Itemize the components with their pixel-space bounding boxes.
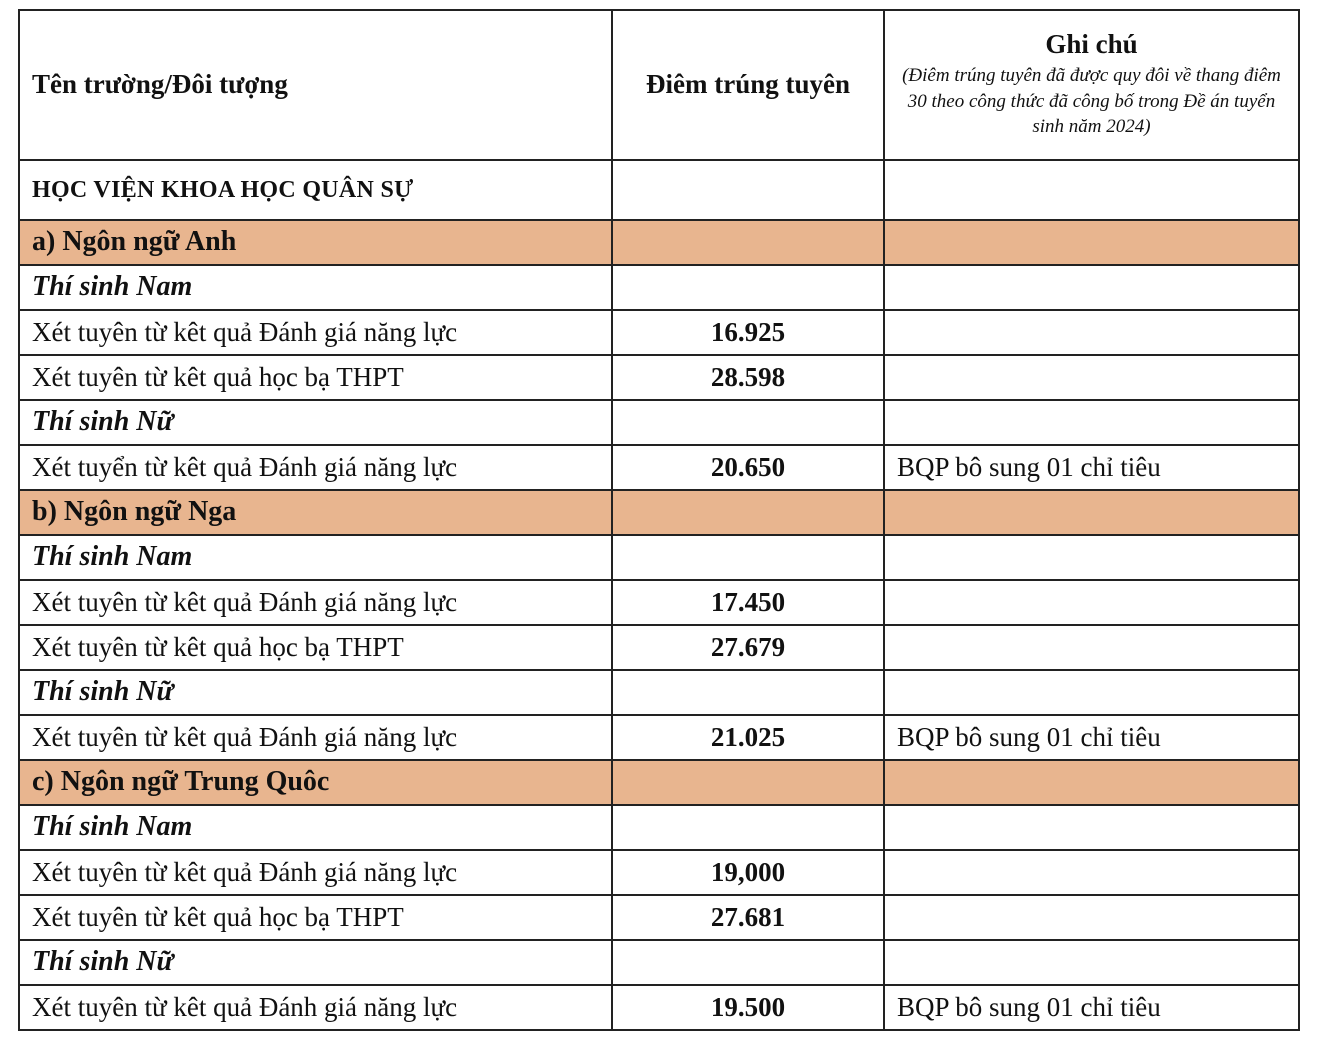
group-row <box>19 940 1299 985</box>
group-label: Thí sinh Nữ <box>19 940 612 985</box>
group-row <box>19 400 1299 445</box>
empty-score-cell <box>612 940 884 985</box>
score-cell: 16.925 <box>612 310 884 355</box>
score-cell: 20.650 <box>612 445 884 490</box>
table-row <box>19 625 1299 670</box>
empty-note-cell <box>884 400 1299 445</box>
group-label: Thí sinh Nam <box>19 535 612 580</box>
empty-score-cell <box>612 220 884 265</box>
empty-note-cell <box>884 940 1299 985</box>
table-row <box>19 895 1299 940</box>
criteria-cell: Xét tuyên từ kêt quả Đánh giá năng lực <box>19 580 612 625</box>
group-row <box>19 535 1299 580</box>
score-cell: 19.500 <box>612 985 884 1030</box>
group-label: Thí sinh Nữ <box>19 400 612 445</box>
table-header-row <box>19 10 1299 160</box>
note-cell <box>884 625 1299 670</box>
admission-scores-document <box>18 9 1300 1031</box>
score-cell: 17.450 <box>612 580 884 625</box>
score-cell: 27.679 <box>612 625 884 670</box>
score-cell: 21.025 <box>612 715 884 760</box>
empty-note-cell <box>884 805 1299 850</box>
empty-score-cell <box>612 490 884 535</box>
group-row <box>19 670 1299 715</box>
note-cell: BQP bô sung 01 chỉ tiêu <box>884 445 1299 490</box>
section-label: a) Ngôn ngữ Anh <box>19 220 612 265</box>
group-label: Thí sinh Nam <box>19 805 612 850</box>
score-cell: 19,000 <box>612 850 884 895</box>
school-label: HỌC VIỆN KHOA HỌC QUÂN SỰ <box>19 160 612 220</box>
table-body <box>19 160 1299 1030</box>
group-row <box>19 805 1299 850</box>
criteria-cell: Xét tuyên từ kêt quả Đánh giá năng lực <box>19 310 612 355</box>
group-label: Thí sinh Nữ <box>19 670 612 715</box>
header-note-title: Ghi chú <box>1045 29 1138 60</box>
empty-note-cell <box>884 490 1299 535</box>
admission-scores-table <box>18 9 1300 1031</box>
empty-score-cell <box>612 760 884 805</box>
note-cell <box>884 895 1299 940</box>
empty-score-cell <box>612 160 884 220</box>
section-label: b) Ngôn ngữ Nga <box>19 490 612 535</box>
empty-score-cell <box>612 535 884 580</box>
empty-score-cell <box>612 265 884 310</box>
criteria-cell: Xét tuyên từ kêt quả Đánh giá năng lực <box>19 715 612 760</box>
empty-note-cell <box>884 670 1299 715</box>
criteria-cell: Xét tuyên từ kêt quả Đánh giá năng lực <box>19 985 612 1030</box>
table-row <box>19 445 1299 490</box>
empty-score-cell <box>612 400 884 445</box>
note-cell: BQP bô sung 01 chỉ tiêu <box>884 715 1299 760</box>
empty-score-cell <box>612 805 884 850</box>
header-score-column: Điêm trúng tuyên <box>612 10 884 160</box>
section-row <box>19 220 1299 265</box>
table-row <box>19 715 1299 760</box>
section-label: c) Ngôn ngữ Trung Quôc <box>19 760 612 805</box>
note-cell: BQP bô sung 01 chỉ tiêu <box>884 985 1299 1030</box>
empty-score-cell <box>612 670 884 715</box>
group-label: Thí sinh Nam <box>19 265 612 310</box>
note-cell <box>884 580 1299 625</box>
criteria-cell: Xét tuyên từ kêt quả học bạ THPT <box>19 625 612 670</box>
section-row <box>19 490 1299 535</box>
table-row <box>19 310 1299 355</box>
empty-note-cell <box>884 535 1299 580</box>
score-cell: 28.598 <box>612 355 884 400</box>
empty-note-cell <box>884 265 1299 310</box>
criteria-cell: Xét tuyên từ kêt quả Đánh giá năng lực <box>19 850 612 895</box>
criteria-cell: Xét tuyên từ kêt quả học bạ THPT <box>19 895 612 940</box>
empty-note-cell <box>884 220 1299 265</box>
empty-note-cell <box>884 160 1299 220</box>
note-cell <box>884 850 1299 895</box>
header-note-column <box>884 10 1299 160</box>
score-cell: 27.681 <box>612 895 884 940</box>
empty-note-cell <box>884 760 1299 805</box>
table-row <box>19 580 1299 625</box>
criteria-cell: Xét tuyên từ kêt quả học bạ THPT <box>19 355 612 400</box>
note-cell <box>884 355 1299 400</box>
table-row <box>19 850 1299 895</box>
header-note-description: (Điêm trúng tuyên đã được quy đôi về thang điêm 30 theo công thức đã công bố trong Đề án tuyển sinh năm 2024) <box>902 64 1281 138</box>
header-name-column: Tên trường/Đôi tượng <box>19 10 612 160</box>
criteria-cell: Xét tuyển từ kêt quả Đánh giá năng lực <box>19 445 612 490</box>
school-row <box>19 160 1299 220</box>
table-row <box>19 985 1299 1030</box>
group-row <box>19 265 1299 310</box>
table-row <box>19 355 1299 400</box>
section-row <box>19 760 1299 805</box>
note-cell <box>884 310 1299 355</box>
